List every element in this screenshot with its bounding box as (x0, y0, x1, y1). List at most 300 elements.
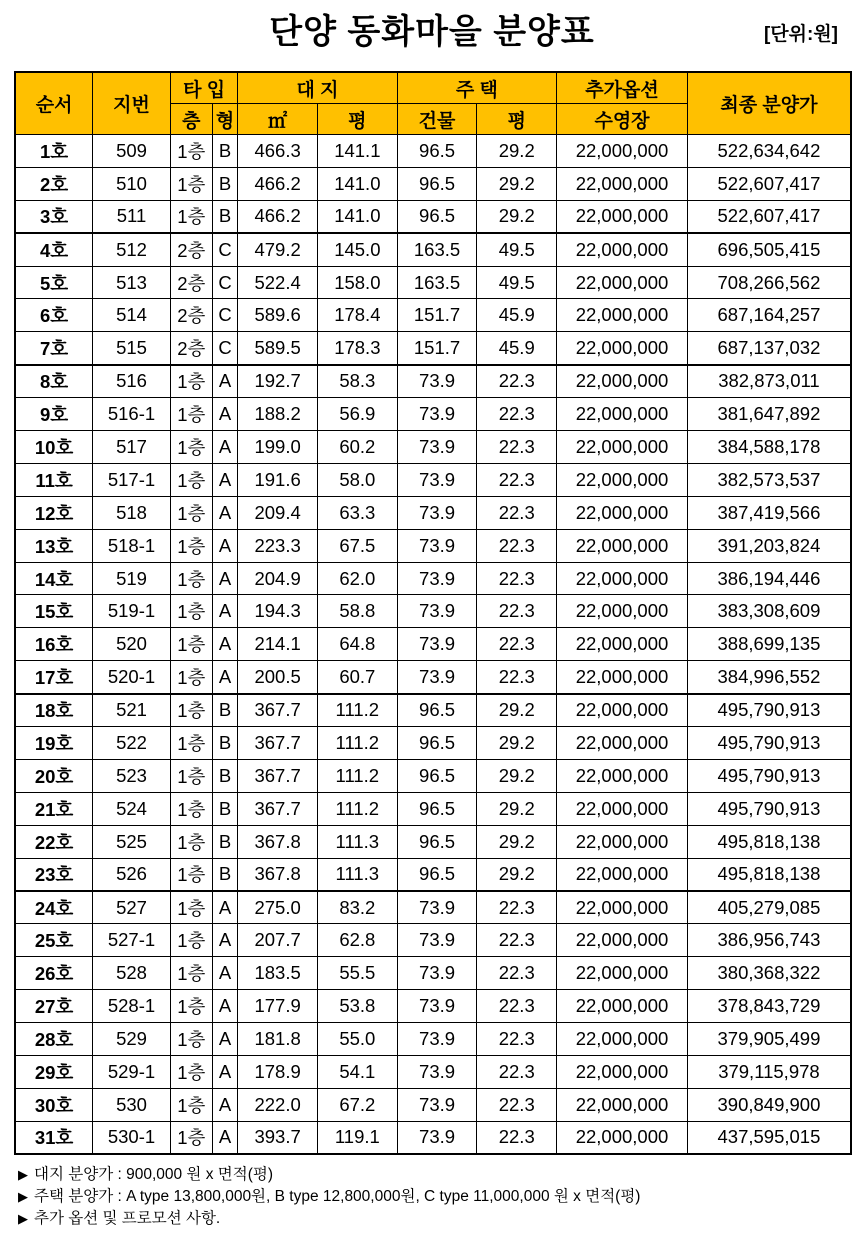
cell-option: 22,000,000 (557, 496, 688, 529)
table-row (15, 299, 851, 332)
table-row (15, 759, 851, 792)
cell-final-price: 391,203,824 (687, 529, 851, 562)
cell-building: 96.5 (397, 825, 477, 858)
cell-final-price: 495,790,913 (687, 694, 851, 727)
cell-building: 73.9 (397, 398, 477, 431)
cell-land-pyeong: 64.8 (317, 628, 397, 661)
cell-building: 73.9 (397, 990, 477, 1023)
cell-final-price: 381,647,892 (687, 398, 851, 431)
cell-building: 163.5 (397, 266, 477, 299)
cell-building: 73.9 (397, 562, 477, 595)
table-row (15, 727, 851, 760)
cell-type: A (212, 1055, 238, 1088)
cell-floor: 1층 (170, 990, 212, 1023)
header-land: 대 지 (238, 72, 397, 104)
cell-option: 22,000,000 (557, 595, 688, 628)
cell-final-price: 522,634,642 (687, 135, 851, 168)
cell-final-price: 384,996,552 (687, 661, 851, 694)
cell-type: A (212, 463, 238, 496)
cell-floor: 1층 (170, 1088, 212, 1121)
cell-land-sqm: 200.5 (238, 661, 318, 694)
cell-land-pyeong: 60.2 (317, 431, 397, 464)
cell-seq: 5호 (15, 266, 93, 299)
cell-house-pyeong: 22.3 (477, 1121, 557, 1154)
table-row (15, 990, 851, 1023)
cell-land-sqm: 393.7 (238, 1121, 318, 1154)
cell-option: 22,000,000 (557, 562, 688, 595)
note-text: 추가 옵션 및 프로모션 사항. (34, 1210, 221, 1227)
cell-floor: 2층 (170, 266, 212, 299)
table-row (15, 562, 851, 595)
cell-house-pyeong: 22.3 (477, 924, 557, 957)
cell-type: A (212, 431, 238, 464)
cell-land-pyeong: 55.5 (317, 957, 397, 990)
cell-seq: 1호 (15, 135, 93, 168)
cell-land-pyeong: 54.1 (317, 1055, 397, 1088)
cell-building: 73.9 (397, 924, 477, 957)
cell-building: 73.9 (397, 431, 477, 464)
cell-option: 22,000,000 (557, 1121, 688, 1154)
cell-option: 22,000,000 (557, 1055, 688, 1088)
cell-lot: 527 (93, 891, 171, 924)
cell-land-sqm: 188.2 (238, 398, 318, 431)
cell-house-pyeong: 29.2 (477, 135, 557, 168)
cell-final-price: 495,818,138 (687, 825, 851, 858)
table-row (15, 233, 851, 266)
cell-house-pyeong: 49.5 (477, 266, 557, 299)
cell-floor: 1층 (170, 562, 212, 595)
cell-lot: 516-1 (93, 398, 171, 431)
triangle-bullet-icon: ▶ (18, 1189, 28, 1204)
cell-floor: 2층 (170, 332, 212, 365)
cell-house-pyeong: 45.9 (477, 299, 557, 332)
cell-seq: 2호 (15, 167, 93, 200)
note-text: 주택 분양가 : A type 13,800,000원, B type 12,800,000원, C type 11,000,000 원 x 면적(평) (34, 1188, 641, 1205)
cell-option: 22,000,000 (557, 167, 688, 200)
table-row (15, 1055, 851, 1088)
cell-type: C (212, 332, 238, 365)
cell-lot: 525 (93, 825, 171, 858)
cell-land-sqm: 367.7 (238, 727, 318, 760)
cell-land-sqm: 223.3 (238, 529, 318, 562)
cell-lot: 519 (93, 562, 171, 595)
table-row (15, 1023, 851, 1056)
cell-seq: 24호 (15, 891, 93, 924)
cell-land-sqm: 367.8 (238, 825, 318, 858)
cell-lot: 520-1 (93, 661, 171, 694)
header-final-price: 최종 분양가 (687, 72, 851, 135)
cell-final-price: 386,194,446 (687, 562, 851, 595)
table-row (15, 365, 851, 398)
cell-floor: 1층 (170, 135, 212, 168)
triangle-bullet-icon: ▶ (18, 1211, 28, 1226)
cell-seq: 16호 (15, 628, 93, 661)
cell-house-pyeong: 22.3 (477, 1055, 557, 1088)
cell-final-price: 387,419,566 (687, 496, 851, 529)
cell-building: 96.5 (397, 858, 477, 891)
cell-house-pyeong: 22.3 (477, 529, 557, 562)
cell-seq: 31호 (15, 1121, 93, 1154)
cell-lot: 529-1 (93, 1055, 171, 1088)
cell-house-pyeong: 22.3 (477, 431, 557, 464)
cell-final-price: 379,905,499 (687, 1023, 851, 1056)
cell-house-pyeong: 22.3 (477, 661, 557, 694)
cell-land-pyeong: 111.2 (317, 759, 397, 792)
header-type: 타 입 (170, 72, 237, 104)
cell-house-pyeong: 22.3 (477, 496, 557, 529)
cell-land-sqm: 183.5 (238, 957, 318, 990)
cell-type: B (212, 759, 238, 792)
cell-land-pyeong: 111.3 (317, 858, 397, 891)
cell-building: 151.7 (397, 332, 477, 365)
cell-building: 73.9 (397, 595, 477, 628)
table-row (15, 628, 851, 661)
cell-seq: 13호 (15, 529, 93, 562)
cell-building: 163.5 (397, 233, 477, 266)
cell-lot: 516 (93, 365, 171, 398)
cell-floor: 1층 (170, 661, 212, 694)
cell-land-sqm: 194.3 (238, 595, 318, 628)
cell-floor: 1층 (170, 200, 212, 233)
cell-floor: 1층 (170, 496, 212, 529)
cell-option: 22,000,000 (557, 957, 688, 990)
cell-lot: 512 (93, 233, 171, 266)
cell-lot: 527-1 (93, 924, 171, 957)
cell-building: 96.5 (397, 200, 477, 233)
cell-lot: 529 (93, 1023, 171, 1056)
cell-land-sqm: 222.0 (238, 1088, 318, 1121)
cell-land-pyeong: 83.2 (317, 891, 397, 924)
cell-seq: 22호 (15, 825, 93, 858)
cell-seq: 18호 (15, 694, 93, 727)
cell-option: 22,000,000 (557, 792, 688, 825)
cell-house-pyeong: 29.2 (477, 858, 557, 891)
cell-final-price: 522,607,417 (687, 167, 851, 200)
cell-seq: 27호 (15, 990, 93, 1023)
table-row (15, 529, 851, 562)
cell-house-pyeong: 49.5 (477, 233, 557, 266)
table-row (15, 661, 851, 694)
cell-land-pyeong: 141.0 (317, 167, 397, 200)
cell-option: 22,000,000 (557, 759, 688, 792)
cell-type: A (212, 1088, 238, 1121)
price-table (14, 71, 852, 1155)
cell-land-sqm: 466.2 (238, 167, 318, 200)
cell-building: 96.5 (397, 694, 477, 727)
cell-floor: 1층 (170, 957, 212, 990)
cell-house-pyeong: 22.3 (477, 562, 557, 595)
cell-type: C (212, 233, 238, 266)
cell-option: 22,000,000 (557, 1023, 688, 1056)
cell-building: 73.9 (397, 1121, 477, 1154)
cell-floor: 1층 (170, 792, 212, 825)
cell-seq: 23호 (15, 858, 93, 891)
cell-option: 22,000,000 (557, 661, 688, 694)
cell-land-sqm: 207.7 (238, 924, 318, 957)
cell-lot: 510 (93, 167, 171, 200)
cell-lot: 520 (93, 628, 171, 661)
cell-house-pyeong: 22.3 (477, 990, 557, 1023)
cell-type: B (212, 694, 238, 727)
cell-seq: 19호 (15, 727, 93, 760)
cell-floor: 1층 (170, 694, 212, 727)
cell-type: A (212, 924, 238, 957)
cell-floor: 1층 (170, 365, 212, 398)
cell-type: B (212, 135, 238, 168)
cell-final-price: 380,368,322 (687, 957, 851, 990)
cell-building: 73.9 (397, 365, 477, 398)
triangle-bullet-icon: ▶ (18, 1167, 28, 1182)
cell-lot: 530-1 (93, 1121, 171, 1154)
cell-floor: 1층 (170, 529, 212, 562)
notes (18, 1164, 640, 1230)
cell-final-price: 382,873,011 (687, 365, 851, 398)
cell-land-pyeong: 58.3 (317, 365, 397, 398)
cell-land-pyeong: 63.3 (317, 496, 397, 529)
note-item (18, 1186, 640, 1208)
cell-house-pyeong: 22.3 (477, 957, 557, 990)
cell-seq: 4호 (15, 233, 93, 266)
cell-type: A (212, 562, 238, 595)
table-row (15, 694, 851, 727)
cell-land-pyeong: 145.0 (317, 233, 397, 266)
cell-type: A (212, 529, 238, 562)
cell-land-sqm: 191.6 (238, 463, 318, 496)
table-row (15, 200, 851, 233)
cell-land-sqm: 192.7 (238, 365, 318, 398)
cell-lot: 524 (93, 792, 171, 825)
cell-type: A (212, 891, 238, 924)
cell-land-pyeong: 111.2 (317, 792, 397, 825)
cell-land-sqm: 466.3 (238, 135, 318, 168)
cell-land-sqm: 522.4 (238, 266, 318, 299)
cell-lot: 518 (93, 496, 171, 529)
cell-type: C (212, 299, 238, 332)
cell-house-pyeong: 22.3 (477, 365, 557, 398)
cell-option: 22,000,000 (557, 858, 688, 891)
cell-type: A (212, 628, 238, 661)
cell-house-pyeong: 29.2 (477, 792, 557, 825)
cell-final-price: 495,790,913 (687, 792, 851, 825)
table-row (15, 463, 851, 496)
cell-option: 22,000,000 (557, 233, 688, 266)
cell-seq: 21호 (15, 792, 93, 825)
cell-option: 22,000,000 (557, 529, 688, 562)
table-row (15, 792, 851, 825)
cell-land-sqm: 589.5 (238, 332, 318, 365)
cell-floor: 1층 (170, 924, 212, 957)
cell-type: A (212, 595, 238, 628)
header-seq: 순서 (15, 72, 93, 135)
cell-building: 96.5 (397, 727, 477, 760)
cell-seq: 28호 (15, 1023, 93, 1056)
page-title: 단양 동화마을 분양표 (269, 13, 595, 51)
cell-house-pyeong: 29.2 (477, 727, 557, 760)
cell-land-pyeong: 178.3 (317, 332, 397, 365)
cell-building: 73.9 (397, 628, 477, 661)
cell-seq: 17호 (15, 661, 93, 694)
cell-land-pyeong: 111.2 (317, 694, 397, 727)
cell-final-price: 522,607,417 (687, 200, 851, 233)
cell-building: 73.9 (397, 496, 477, 529)
cell-floor: 2층 (170, 299, 212, 332)
cell-option: 22,000,000 (557, 299, 688, 332)
cell-building: 73.9 (397, 661, 477, 694)
cell-lot: 526 (93, 858, 171, 891)
cell-land-sqm: 181.8 (238, 1023, 318, 1056)
cell-land-sqm: 589.6 (238, 299, 318, 332)
table-row (15, 332, 851, 365)
cell-lot: 513 (93, 266, 171, 299)
cell-seq: 25호 (15, 924, 93, 957)
cell-floor: 2층 (170, 233, 212, 266)
cell-building: 96.5 (397, 135, 477, 168)
cell-land-pyeong: 141.1 (317, 135, 397, 168)
cell-building: 96.5 (397, 167, 477, 200)
header-floor: 층 (170, 104, 212, 135)
cell-final-price: 383,308,609 (687, 595, 851, 628)
cell-house-pyeong: 29.2 (477, 759, 557, 792)
cell-lot: 511 (93, 200, 171, 233)
cell-floor: 1층 (170, 825, 212, 858)
cell-land-sqm: 177.9 (238, 990, 318, 1023)
cell-option: 22,000,000 (557, 266, 688, 299)
cell-option: 22,000,000 (557, 891, 688, 924)
cell-final-price: 386,956,743 (687, 924, 851, 957)
cell-final-price: 437,595,015 (687, 1121, 851, 1154)
cell-final-price: 390,849,900 (687, 1088, 851, 1121)
cell-floor: 1층 (170, 167, 212, 200)
cell-building: 73.9 (397, 1023, 477, 1056)
cell-type: B (212, 792, 238, 825)
cell-land-sqm: 466.2 (238, 200, 318, 233)
cell-lot: 517 (93, 431, 171, 464)
header-option-pool: 수영장 (557, 104, 688, 135)
cell-lot: 523 (93, 759, 171, 792)
cell-option: 22,000,000 (557, 825, 688, 858)
cell-seq: 6호 (15, 299, 93, 332)
cell-seq: 12호 (15, 496, 93, 529)
header-building: 건물 (397, 104, 477, 135)
cell-option: 22,000,000 (557, 463, 688, 496)
cell-land-sqm: 479.2 (238, 233, 318, 266)
cell-land-pyeong: 62.8 (317, 924, 397, 957)
cell-house-pyeong: 22.3 (477, 628, 557, 661)
cell-lot: 530 (93, 1088, 171, 1121)
cell-floor: 1층 (170, 759, 212, 792)
table-row (15, 924, 851, 957)
cell-option: 22,000,000 (557, 694, 688, 727)
cell-type: A (212, 990, 238, 1023)
cell-type: B (212, 167, 238, 200)
cell-house-pyeong: 22.3 (477, 1088, 557, 1121)
cell-lot: 528-1 (93, 990, 171, 1023)
cell-land-pyeong: 60.7 (317, 661, 397, 694)
cell-type: A (212, 957, 238, 990)
table-row (15, 595, 851, 628)
cell-land-sqm: 275.0 (238, 891, 318, 924)
cell-type: A (212, 1121, 238, 1154)
cell-land-sqm: 209.4 (238, 496, 318, 529)
cell-final-price: 388,699,135 (687, 628, 851, 661)
cell-floor: 1층 (170, 595, 212, 628)
table-row (15, 431, 851, 464)
header-house: 주 택 (397, 72, 556, 104)
cell-land-sqm: 214.1 (238, 628, 318, 661)
cell-final-price: 687,164,257 (687, 299, 851, 332)
table-row (15, 858, 851, 891)
cell-seq: 9호 (15, 398, 93, 431)
cell-house-pyeong: 29.2 (477, 825, 557, 858)
table-row (15, 891, 851, 924)
cell-lot: 517-1 (93, 463, 171, 496)
cell-building: 73.9 (397, 463, 477, 496)
table-row (15, 266, 851, 299)
cell-lot: 515 (93, 332, 171, 365)
cell-type: A (212, 365, 238, 398)
cell-option: 22,000,000 (557, 727, 688, 760)
cell-house-pyeong: 22.3 (477, 463, 557, 496)
cell-seq: 8호 (15, 365, 93, 398)
table-row (15, 398, 851, 431)
cell-building: 73.9 (397, 1088, 477, 1121)
cell-final-price: 379,115,978 (687, 1055, 851, 1088)
cell-floor: 1층 (170, 1121, 212, 1154)
cell-option: 22,000,000 (557, 332, 688, 365)
cell-seq: 26호 (15, 957, 93, 990)
cell-land-pyeong: 67.5 (317, 529, 397, 562)
cell-final-price: 384,588,178 (687, 431, 851, 464)
cell-lot: 522 (93, 727, 171, 760)
cell-floor: 1층 (170, 1023, 212, 1056)
cell-land-sqm: 367.7 (238, 792, 318, 825)
cell-final-price: 378,843,729 (687, 990, 851, 1023)
cell-land-sqm: 178.9 (238, 1055, 318, 1088)
cell-seq: 29호 (15, 1055, 93, 1088)
header-land-sqm: ㎡ (238, 104, 318, 135)
note-text: 대지 분양가 : 900,000 원 x 면적(평) (34, 1166, 274, 1183)
header-land-pyeong: 평 (317, 104, 397, 135)
note-item (18, 1164, 640, 1186)
header-lot: 지번 (93, 72, 171, 135)
cell-seq: 3호 (15, 200, 93, 233)
cell-seq: 30호 (15, 1088, 93, 1121)
cell-final-price: 405,279,085 (687, 891, 851, 924)
cell-land-pyeong: 58.8 (317, 595, 397, 628)
cell-type: B (212, 200, 238, 233)
table-row (15, 135, 851, 168)
table-row (15, 825, 851, 858)
cell-final-price: 708,266,562 (687, 266, 851, 299)
cell-option: 22,000,000 (557, 200, 688, 233)
cell-final-price: 382,573,537 (687, 463, 851, 496)
cell-land-pyeong: 111.2 (317, 727, 397, 760)
table-row (15, 957, 851, 990)
cell-type: B (212, 825, 238, 858)
cell-land-pyeong: 67.2 (317, 1088, 397, 1121)
cell-land-pyeong: 141.0 (317, 200, 397, 233)
cell-building: 73.9 (397, 1055, 477, 1088)
cell-option: 22,000,000 (557, 628, 688, 661)
cell-option: 22,000,000 (557, 1088, 688, 1121)
cell-type: A (212, 398, 238, 431)
cell-house-pyeong: 29.2 (477, 200, 557, 233)
cell-option: 22,000,000 (557, 365, 688, 398)
table-row (15, 496, 851, 529)
cell-option: 22,000,000 (557, 990, 688, 1023)
cell-option: 22,000,000 (557, 398, 688, 431)
cell-house-pyeong: 29.2 (477, 694, 557, 727)
